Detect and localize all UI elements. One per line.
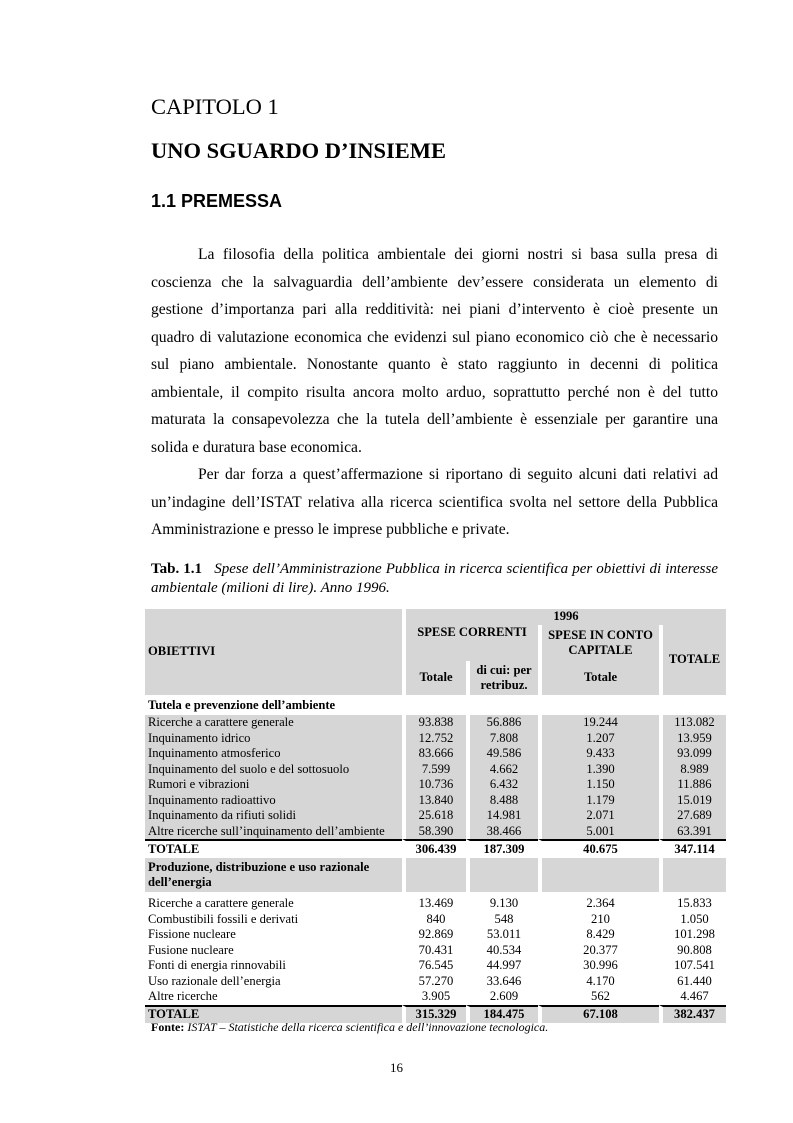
table-row: Inquinamento del suolo e del sottosuolo 7.599 4.662 1.390 8.989: [145, 762, 726, 778]
table-row: Combustibili fossili e derivati 840 548 210 1.050: [145, 912, 726, 928]
paragraph-1: [151, 241, 718, 461]
table-row: Rumori e vibrazioni 10.736 6.432 1.150 11.886: [145, 777, 726, 793]
group1-total-row: TOTALE 306.439 187.309 40.675 347.114: [145, 839, 726, 858]
table-row: Ricerche a carattere generale 93.838 56.886 19.244 113.082: [145, 715, 726, 731]
caption-text: Spese dell’Amministrazione Pubblica in ricerca scientifica per obiettivi di interesse ambientale (milioni di lire). Anno 1996.: [151, 561, 718, 596]
table-row: Altre ricerche sull’inquinamento dell’ambiente 58.390 38.466 5.001 63.391: [145, 824, 726, 840]
table-row: Fonti di energia rinnovabili 76.545 44.997 30.996 107.541: [145, 958, 726, 974]
table-row: Inquinamento idrico 12.752 7.808 1.207 13.959: [145, 731, 726, 747]
data-table: [145, 609, 726, 1023]
paragraph-2: [151, 461, 718, 544]
group1-title: Tutela e prevenzione dell’ambiente: [145, 695, 402, 715]
table-row: Inquinamento atmosferico 83.666 49.586 9.433 93.099: [145, 746, 726, 762]
group2-title: Produzione, distribuzione e uso razionale dell’energia: [145, 858, 402, 892]
table-row: Fusione nucleare 70.431 40.534 20.377 90.808: [145, 943, 726, 959]
table-row: Fissione nucleare 92.869 53.011 8.429 101.298: [145, 927, 726, 943]
header-totale: TOTALE: [659, 625, 726, 695]
chapter-label: CAPITOLO 1: [151, 94, 279, 119]
subheader-totale-capitale: Totale: [538, 661, 659, 695]
table-row: Altre ricerche 3.905 2.609 562 4.467: [145, 989, 726, 1005]
table-caption: [151, 560, 718, 598]
table-row: Inquinamento radioattivo 13.840 8.488 1.179 15.019: [145, 793, 726, 809]
source-label: Fonte:: [151, 1020, 185, 1034]
table-row: Inquinamento da rifiuti solidi 25.618 14.981 2.071 27.689: [145, 808, 726, 824]
table-source: [151, 1020, 548, 1035]
table-row: Uso razionale dell’energia 57.270 33.646 4.170 61.440: [145, 974, 726, 990]
header-spese-conto-capitale: SPESE IN CONTO CAPITALE: [538, 625, 659, 661]
source-text: ISTAT – Statistiche della ricerca scientifica e dell’innovazione tecnologica.: [187, 1020, 549, 1034]
section-title: 1.1 PREMESSA: [151, 191, 283, 211]
paragraph-1-text: La filosofia della politica ambientale dei giorni nostri si basa sulla presa di coscienza che la salvaguardia dell’ambiente dev’essere considerata un elemento di gestione d’importanza pari alla redditività: nei piani d’intervento è cioè presente un quadro di valutazione economica che evidenzi sul piano economico ciò che è necessario sul piano ambientale. Nonostante quanto è stato raggiunto in decenni di politica ambientale, il compito risulta ancora molto arduo, soprattutto perché non è del tutto maturata la consapevolezza che la tutela dell’ambiente è essenziale per garantire una solida e duratura base economica.: [151, 246, 718, 456]
header-spese-correnti: SPESE CORRENTI: [402, 625, 538, 661]
header-obiettivi: OBIETTIVI: [145, 609, 402, 695]
group2-total-row: TOTALE 315.329 184.475 67.108 382.437: [145, 1005, 726, 1023]
paragraph-2-text: Per dar forza a quest’affermazione si riportano di seguito alcuni dati relativi ad un’indagine dell’ISTAT relativa alla ricerca scientifica svolta nel settore della Pubblica Amministrazione e presso le imprese pubbliche e private.: [151, 466, 718, 538]
caption-label: Tab. 1.1: [151, 561, 203, 577]
table-row: Ricerche a carattere generale 13.469 9.130 2.364 15.833: [145, 896, 726, 912]
page-number: 16: [390, 1060, 403, 1075]
header-year: 1996: [402, 609, 726, 625]
subheader-retribuz: di cui: per retribuz.: [466, 661, 538, 695]
chapter-title: UNO SGUARDO D’INSIEME: [151, 138, 447, 163]
subheader-totale: Totale: [402, 661, 466, 695]
